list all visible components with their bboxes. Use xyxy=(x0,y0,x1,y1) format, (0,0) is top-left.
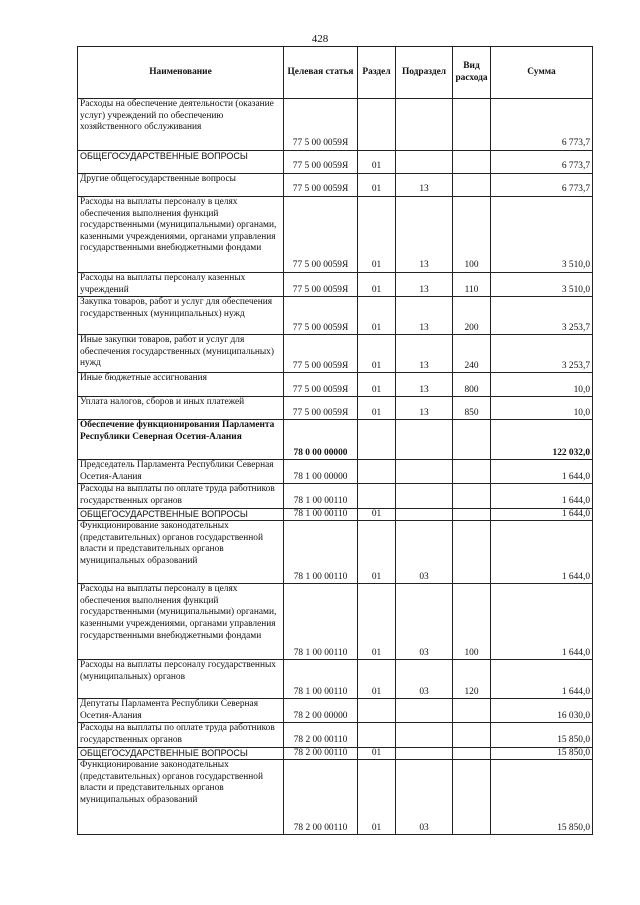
table-row xyxy=(78,99,593,151)
row-name: ОБЩЕГОСУДАРСТВЕННЫЕ ВОПРОСЫ xyxy=(78,508,284,521)
row-type: 240 xyxy=(453,335,491,373)
row-section: 01 xyxy=(358,397,396,420)
row-sum: 3 510,0 xyxy=(491,273,593,297)
header-subsection: Подраздел xyxy=(396,47,453,99)
row-subsection: 13 xyxy=(396,174,453,197)
row-code: 77 5 00 0059Я xyxy=(284,335,358,373)
row-code: 78 1 00 00110 xyxy=(284,660,358,699)
row-subsection xyxy=(396,420,453,460)
table-header-row xyxy=(78,47,593,99)
row-name: Обеспечение функционирования Парламента Республики Северная Осетия-Алания xyxy=(78,420,284,460)
row-sum: 1 644,0 xyxy=(491,508,593,521)
row-sum: 1 644,0 xyxy=(491,484,593,508)
row-code: 77 5 00 0059Я xyxy=(284,273,358,297)
row-code: 77 5 00 0059Я xyxy=(284,297,358,335)
row-section: 01 xyxy=(358,584,396,660)
row-type xyxy=(453,151,491,174)
header-code: Целевая статья xyxy=(284,47,358,99)
table-row xyxy=(78,335,593,373)
row-sum: 1 644,0 xyxy=(491,460,593,484)
row-section xyxy=(358,99,396,151)
row-name: Функционирование законодательных (представительных) органов государственной власти и представительных органов муниципальных образований xyxy=(78,521,284,584)
row-code: 78 2 00 00110 xyxy=(284,747,358,760)
table-row xyxy=(78,460,593,484)
row-type xyxy=(453,99,491,151)
row-section: 01 xyxy=(358,174,396,197)
row-name: Расходы на выплаты персоналу государственных (муниципальных) органов xyxy=(78,660,284,699)
row-sum: 6 773,7 xyxy=(491,174,593,197)
table-row xyxy=(78,723,593,747)
page-number: 428 xyxy=(311,33,329,45)
row-type: 800 xyxy=(453,373,491,397)
row-code: 78 1 00 00110 xyxy=(284,508,358,521)
row-code: 77 5 00 0059Я xyxy=(284,197,358,273)
row-subsection: 03 xyxy=(396,521,453,584)
row-code: 78 2 00 00000 xyxy=(284,699,358,723)
row-type xyxy=(453,760,491,835)
row-section xyxy=(358,723,396,747)
table-row xyxy=(78,197,593,273)
row-code: 78 1 00 00110 xyxy=(284,521,358,584)
row-type xyxy=(453,747,491,760)
row-type xyxy=(453,699,491,723)
table-row xyxy=(78,660,593,699)
row-sum: 1 644,0 xyxy=(491,660,593,699)
row-subsection xyxy=(396,747,453,760)
row-name: Иные бюджетные ассигнования xyxy=(78,373,284,397)
row-subsection xyxy=(396,460,453,484)
row-section: 01 xyxy=(358,521,396,584)
row-section: 01 xyxy=(358,297,396,335)
row-type xyxy=(453,420,491,460)
row-subsection xyxy=(396,484,453,508)
row-sum: 3 510,0 xyxy=(491,197,593,273)
header-section: Раздел xyxy=(358,47,396,99)
row-name: Расходы на выплаты персоналу казенных учреждений xyxy=(78,273,284,297)
row-sum: 15 850,0 xyxy=(491,723,593,747)
row-name: Депутаты Парламента Республики Северная Осетия-Алания xyxy=(78,699,284,723)
row-subsection xyxy=(396,723,453,747)
row-code: 78 1 00 00110 xyxy=(284,484,358,508)
row-section xyxy=(358,484,396,508)
row-type xyxy=(453,484,491,508)
row-section: 01 xyxy=(358,373,396,397)
row-sum: 10,0 xyxy=(491,397,593,420)
row-section: 01 xyxy=(358,747,396,760)
row-section: 01 xyxy=(358,273,396,297)
row-subsection xyxy=(396,99,453,151)
row-code: 78 1 00 00110 xyxy=(284,584,358,660)
row-section: 01 xyxy=(358,335,396,373)
row-code: 78 1 00 00000 xyxy=(284,460,358,484)
row-sum: 122 032,0 xyxy=(491,420,593,460)
row-name: Расходы на выплаты по оплате труда работников государственных органов xyxy=(78,484,284,508)
row-code: 77 5 00 0059Я xyxy=(284,397,358,420)
row-type xyxy=(453,174,491,197)
row-sum: 15 850,0 xyxy=(491,747,593,760)
row-subsection: 13 xyxy=(396,373,453,397)
row-code: 77 5 00 0059Я xyxy=(284,174,358,197)
row-section xyxy=(358,699,396,723)
row-subsection xyxy=(396,151,453,174)
row-sum: 3 253,7 xyxy=(491,297,593,335)
row-section: 01 xyxy=(358,660,396,699)
row-subsection: 13 xyxy=(396,273,453,297)
table-row xyxy=(78,151,593,174)
row-name: Закупка товаров, работ и услуг для обеспечения государственных (муниципальных) нужд xyxy=(78,297,284,335)
table-row xyxy=(78,760,593,835)
row-code: 77 5 00 0059Я xyxy=(284,373,358,397)
row-subsection: 13 xyxy=(396,197,453,273)
row-code: 78 0 00 00000 xyxy=(284,420,358,460)
row-subsection xyxy=(396,699,453,723)
table-row xyxy=(78,174,593,197)
row-subsection: 13 xyxy=(396,397,453,420)
row-sum: 6 773,7 xyxy=(491,99,593,151)
table-row xyxy=(78,397,593,420)
row-subsection xyxy=(396,508,453,521)
row-name: Председатель Парламента Республики Северная Осетия-Алания xyxy=(78,460,284,484)
table-row xyxy=(78,484,593,508)
row-name: Другие общегосударственные вопросы xyxy=(78,174,284,197)
table-row xyxy=(78,747,593,760)
row-name: Иные закупки товаров, работ и услуг для обеспечения государственных (муниципальных) нужд xyxy=(78,335,284,373)
row-name: Расходы на выплаты персоналу в целях обеспечения выполнения функций государственными (муниципальными) органами, казенными учреждениями, органами управления государственными внебюджетными фондами xyxy=(78,197,284,273)
row-code: 78 2 00 00110 xyxy=(284,723,358,747)
row-section: 01 xyxy=(358,508,396,521)
table-row xyxy=(78,297,593,335)
row-sum: 15 850,0 xyxy=(491,760,593,835)
row-type: 850 xyxy=(453,397,491,420)
row-sum: 1 644,0 xyxy=(491,521,593,584)
row-name: ОБЩЕГОСУДАРСТВЕННЫЕ ВОПРОСЫ xyxy=(78,151,284,174)
row-subsection: 13 xyxy=(396,297,453,335)
row-type xyxy=(453,521,491,584)
row-section xyxy=(358,420,396,460)
row-section: 01 xyxy=(358,760,396,835)
row-type: 100 xyxy=(453,584,491,660)
row-type: 200 xyxy=(453,297,491,335)
row-sum: 3 253,7 xyxy=(491,335,593,373)
row-code: 77 5 00 0059Я xyxy=(284,151,358,174)
table-body xyxy=(78,99,593,835)
row-type xyxy=(453,460,491,484)
table-row xyxy=(78,521,593,584)
table-row xyxy=(78,373,593,397)
header-name: Наименование xyxy=(78,47,284,99)
table-row xyxy=(78,273,593,297)
table-row xyxy=(78,508,593,521)
header-type: Вид расхода xyxy=(453,47,491,99)
row-type xyxy=(453,508,491,521)
row-sum: 1 644,0 xyxy=(491,584,593,660)
row-section: 01 xyxy=(358,197,396,273)
row-subsection: 13 xyxy=(396,335,453,373)
budget-table xyxy=(77,46,593,835)
row-subsection: 03 xyxy=(396,660,453,699)
header-sum: Сумма xyxy=(491,47,593,99)
row-name: Расходы на обеспечение деятельности (оказание услуг) учреждений по обеспечению хозяйственного обслуживания xyxy=(78,99,284,151)
row-name: ОБЩЕГОСУДАРСТВЕННЫЕ ВОПРОСЫ xyxy=(78,747,284,760)
row-section xyxy=(358,460,396,484)
row-subsection: 03 xyxy=(396,760,453,835)
row-sum: 16 030,0 xyxy=(491,699,593,723)
row-name: Расходы на выплаты персоналу в целях обеспечения выполнения функций государственными (муниципальными) органами, казенными учреждениями, органами управления государственными внебюджетными фондами xyxy=(78,584,284,660)
row-name: Функционирование законодательных (представительных) органов государственной власти и представительных органов муниципальных образований xyxy=(78,760,284,835)
row-code: 77 5 00 0059Я xyxy=(284,99,358,151)
row-sum: 6 773,7 xyxy=(491,151,593,174)
row-name: Расходы на выплаты по оплате труда работников государственных органов xyxy=(78,723,284,747)
row-subsection: 03 xyxy=(396,584,453,660)
row-section: 01 xyxy=(358,151,396,174)
table-row xyxy=(78,420,593,460)
row-type: 110 xyxy=(453,273,491,297)
row-sum: 10,0 xyxy=(491,373,593,397)
table-row xyxy=(78,584,593,660)
row-type xyxy=(453,723,491,747)
row-type: 120 xyxy=(453,660,491,699)
row-code: 78 2 00 00110 xyxy=(284,760,358,835)
row-name: Уплата налогов, сборов и иных платежей xyxy=(78,397,284,420)
table-row xyxy=(78,699,593,723)
row-type: 100 xyxy=(453,197,491,273)
